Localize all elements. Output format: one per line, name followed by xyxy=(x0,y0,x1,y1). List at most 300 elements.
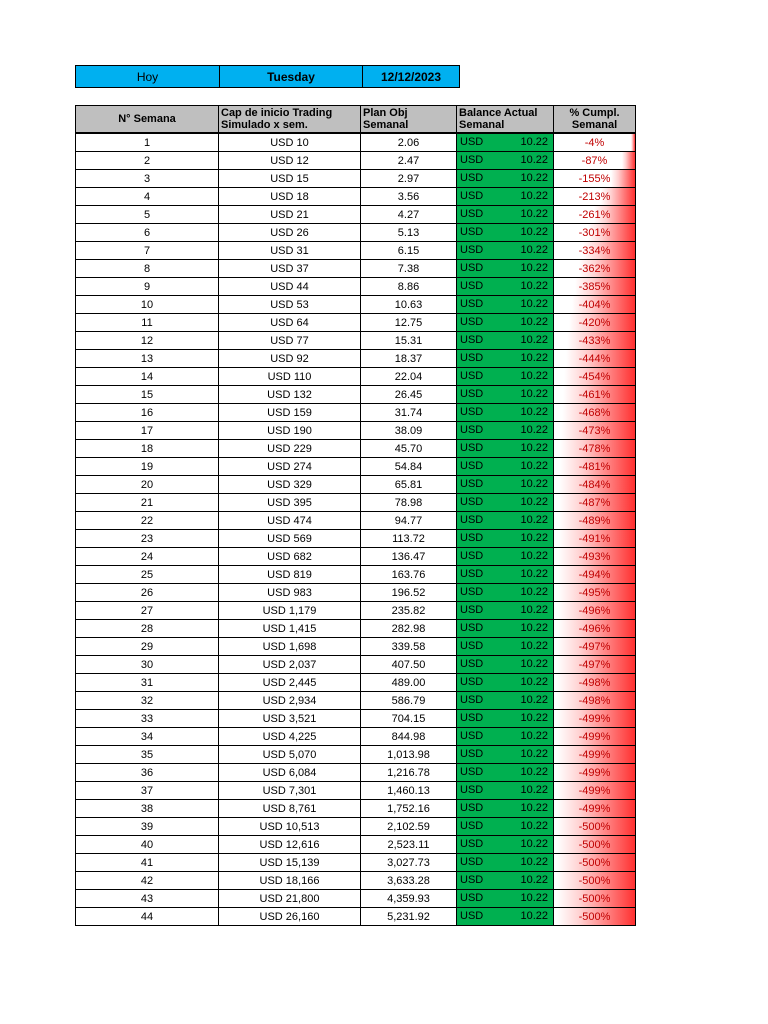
balance-amount: 10.22 xyxy=(520,370,548,382)
compliance-cell xyxy=(554,764,636,782)
compliance-percent: -497% xyxy=(578,640,611,653)
week-number: 2 xyxy=(76,152,219,170)
balance-currency: USD xyxy=(460,172,484,184)
balance-currency: USD xyxy=(460,748,484,760)
week-number: 15 xyxy=(76,386,219,404)
week-number: 11 xyxy=(76,314,219,332)
plan-objective: 4.27 xyxy=(361,206,457,224)
balance-cell xyxy=(457,332,554,350)
balance-cell xyxy=(457,440,554,458)
compliance-cell xyxy=(554,476,636,494)
week-number: 25 xyxy=(76,566,219,584)
balance-currency: USD xyxy=(460,640,484,652)
start-capital: USD 8,761 xyxy=(219,800,361,818)
week-number: 28 xyxy=(76,620,219,638)
balance-currency: USD xyxy=(460,280,484,292)
table-row xyxy=(76,440,636,458)
balance-currency: USD xyxy=(460,892,484,904)
col-header-semana: N° Semana xyxy=(76,106,219,134)
compliance-cell xyxy=(554,422,636,440)
compliance-bar xyxy=(631,134,635,151)
balance-amount: 10.22 xyxy=(520,388,548,400)
plan-objective: 2,102.59 xyxy=(361,818,457,836)
week-number: 42 xyxy=(76,872,219,890)
table-row xyxy=(76,710,636,728)
compliance-cell xyxy=(554,818,636,836)
table-row xyxy=(76,260,636,278)
compliance-percent: -433% xyxy=(578,334,611,347)
compliance-cell xyxy=(554,188,636,206)
week-number: 13 xyxy=(76,350,219,368)
table-row xyxy=(76,782,636,800)
balance-amount: 10.22 xyxy=(520,586,548,598)
start-capital: USD 21 xyxy=(219,206,361,224)
col-header-cumpl: % Cumpl. Semanal xyxy=(554,106,636,134)
compliance-cell xyxy=(554,872,636,890)
balance-currency: USD xyxy=(460,820,484,832)
table-row xyxy=(76,764,636,782)
balance-cell xyxy=(457,908,554,926)
week-number: 22 xyxy=(76,512,219,530)
balance-amount: 10.22 xyxy=(520,838,548,850)
hoy-label: Hoy xyxy=(76,66,220,88)
plan-objective: 10.63 xyxy=(361,296,457,314)
plan-objective: 7.38 xyxy=(361,260,457,278)
table-row xyxy=(76,242,636,260)
table-row xyxy=(76,278,636,296)
plan-objective: 282.98 xyxy=(361,620,457,638)
table-row xyxy=(76,656,636,674)
balance-amount: 10.22 xyxy=(520,568,548,580)
balance-cell xyxy=(457,404,554,422)
compliance-percent: -500% xyxy=(578,838,611,851)
start-capital: USD 53 xyxy=(219,296,361,314)
col-header-plan: Plan Obj Semanal xyxy=(361,106,457,134)
balance-cell xyxy=(457,638,554,656)
compliance-percent: -499% xyxy=(578,748,611,761)
table-row xyxy=(76,800,636,818)
balance-currency: USD xyxy=(460,586,484,598)
plan-objective: 54.84 xyxy=(361,458,457,476)
balance-amount: 10.22 xyxy=(520,442,548,454)
start-capital: USD 110 xyxy=(219,368,361,386)
week-number: 14 xyxy=(76,368,219,386)
balance-amount: 10.22 xyxy=(520,658,548,670)
table-row xyxy=(76,332,636,350)
start-capital: USD 329 xyxy=(219,476,361,494)
table-row xyxy=(76,620,636,638)
compliance-percent: -454% xyxy=(578,370,611,383)
balance-currency: USD xyxy=(460,478,484,490)
balance-currency: USD xyxy=(460,352,484,364)
balance-amount: 10.22 xyxy=(520,802,548,814)
compliance-percent: -493% xyxy=(578,550,611,563)
balance-currency: USD xyxy=(460,568,484,580)
week-number: 7 xyxy=(76,242,219,260)
table-row xyxy=(76,476,636,494)
week-number: 33 xyxy=(76,710,219,728)
balance-amount: 10.22 xyxy=(520,676,548,688)
week-number: 18 xyxy=(76,440,219,458)
table-row xyxy=(76,638,636,656)
balance-amount: 10.22 xyxy=(520,550,548,562)
week-number: 41 xyxy=(76,854,219,872)
balance-amount: 10.22 xyxy=(520,298,548,310)
plan-objective: 844.98 xyxy=(361,728,457,746)
compliance-percent: -494% xyxy=(578,568,611,581)
week-number: 20 xyxy=(76,476,219,494)
compliance-bar xyxy=(611,170,635,187)
balance-cell xyxy=(457,782,554,800)
start-capital: USD 3,521 xyxy=(219,710,361,728)
plan-objective: 235.82 xyxy=(361,602,457,620)
balance-currency: USD xyxy=(460,136,484,148)
plan-objective: 1,752.16 xyxy=(361,800,457,818)
balance-cell xyxy=(457,242,554,260)
plan-objective: 2,523.11 xyxy=(361,836,457,854)
compliance-cell xyxy=(554,260,636,278)
balance-currency: USD xyxy=(460,694,484,706)
week-number: 26 xyxy=(76,584,219,602)
compliance-cell xyxy=(554,494,636,512)
compliance-percent: -301% xyxy=(578,226,611,239)
compliance-cell xyxy=(554,368,636,386)
balance-amount: 10.22 xyxy=(520,910,548,922)
week-number: 17 xyxy=(76,422,219,440)
balance-amount: 10.22 xyxy=(520,496,548,508)
week-number: 5 xyxy=(76,206,219,224)
balance-amount: 10.22 xyxy=(520,280,548,292)
balance-currency: USD xyxy=(460,388,484,400)
date-header-bar xyxy=(75,65,460,88)
table-row xyxy=(76,746,636,764)
balance-cell xyxy=(457,296,554,314)
week-number: 19 xyxy=(76,458,219,476)
balance-amount: 10.22 xyxy=(520,334,548,346)
plan-objective: 704.15 xyxy=(361,710,457,728)
plan-objective: 26.45 xyxy=(361,386,457,404)
balance-amount: 10.22 xyxy=(520,226,548,238)
plan-objective: 1,216.78 xyxy=(361,764,457,782)
balance-cell xyxy=(457,368,554,386)
balance-currency: USD xyxy=(460,712,484,724)
compliance-percent: -491% xyxy=(578,532,611,545)
compliance-cell xyxy=(554,854,636,872)
start-capital: USD 1,415 xyxy=(219,620,361,638)
balance-currency: USD xyxy=(460,442,484,454)
plan-objective: 5,231.92 xyxy=(361,908,457,926)
balance-currency: USD xyxy=(460,424,484,436)
balance-cell xyxy=(457,800,554,818)
balance-currency: USD xyxy=(460,514,484,526)
balance-cell xyxy=(457,224,554,242)
plan-objective: 38.09 xyxy=(361,422,457,440)
balance-currency: USD xyxy=(460,676,484,688)
start-capital: USD 4,225 xyxy=(219,728,361,746)
compliance-percent: -468% xyxy=(578,406,611,419)
balance-amount: 10.22 xyxy=(520,460,548,472)
compliance-cell xyxy=(554,746,636,764)
compliance-percent: -385% xyxy=(578,280,611,293)
plan-objective: 3,027.73 xyxy=(361,854,457,872)
compliance-percent: -420% xyxy=(578,316,611,329)
compliance-percent: -87% xyxy=(581,154,608,167)
week-number: 10 xyxy=(76,296,219,314)
table-row xyxy=(76,548,636,566)
table-row xyxy=(76,350,636,368)
start-capital: USD 64 xyxy=(219,314,361,332)
balance-cell xyxy=(457,710,554,728)
balance-amount: 10.22 xyxy=(520,874,548,886)
plan-objective: 407.50 xyxy=(361,656,457,674)
compliance-percent: -4% xyxy=(584,136,605,149)
balance-currency: USD xyxy=(460,532,484,544)
balance-amount: 10.22 xyxy=(520,856,548,868)
compliance-cell xyxy=(554,728,636,746)
compliance-percent: -261% xyxy=(578,208,611,221)
table-row xyxy=(76,133,636,152)
table-row xyxy=(76,188,636,206)
compliance-cell xyxy=(554,800,636,818)
table-row xyxy=(76,890,636,908)
col-header-balance: Balance Actual Semanal xyxy=(457,106,554,134)
compliance-percent: -498% xyxy=(578,694,611,707)
start-capital: USD 1,179 xyxy=(219,602,361,620)
start-capital: USD 7,301 xyxy=(219,782,361,800)
plan-objective: 6.15 xyxy=(361,242,457,260)
column-header-row xyxy=(76,106,636,134)
compliance-cell xyxy=(554,674,636,692)
week-number: 43 xyxy=(76,890,219,908)
start-capital: USD 15 xyxy=(219,170,361,188)
plan-objective: 586.79 xyxy=(361,692,457,710)
compliance-cell xyxy=(554,206,636,224)
start-capital: USD 819 xyxy=(219,566,361,584)
compliance-percent: -404% xyxy=(578,298,611,311)
balance-currency: USD xyxy=(460,226,484,238)
table-row xyxy=(76,458,636,476)
compliance-percent: -499% xyxy=(578,712,611,725)
balance-cell xyxy=(457,674,554,692)
table-row xyxy=(76,422,636,440)
start-capital: USD 18,166 xyxy=(219,872,361,890)
start-capital: USD 26,160 xyxy=(219,908,361,926)
balance-currency: USD xyxy=(460,190,484,202)
balance-cell xyxy=(457,512,554,530)
table-row xyxy=(76,908,636,926)
balance-cell xyxy=(457,548,554,566)
compliance-cell xyxy=(554,566,636,584)
start-capital: USD 12,616 xyxy=(219,836,361,854)
weekly-plan-table xyxy=(75,105,636,926)
balance-cell xyxy=(457,836,554,854)
start-capital: USD 12 xyxy=(219,152,361,170)
compliance-cell xyxy=(554,584,636,602)
table-row xyxy=(76,584,636,602)
balance-cell xyxy=(457,890,554,908)
compliance-percent: -500% xyxy=(578,892,611,905)
compliance-cell xyxy=(554,386,636,404)
start-capital: USD 92 xyxy=(219,350,361,368)
compliance-cell xyxy=(554,152,636,170)
balance-amount: 10.22 xyxy=(520,316,548,328)
col-header-capital: Cap de inicio Trading Simulado x sem. xyxy=(219,106,361,134)
balance-amount: 10.22 xyxy=(520,424,548,436)
plan-objective: 12.75 xyxy=(361,314,457,332)
week-number: 6 xyxy=(76,224,219,242)
balance-currency: USD xyxy=(460,460,484,472)
start-capital: USD 15,139 xyxy=(219,854,361,872)
balance-cell xyxy=(457,206,554,224)
balance-currency: USD xyxy=(460,406,484,418)
compliance-cell xyxy=(554,782,636,800)
table-row xyxy=(76,512,636,530)
compliance-cell xyxy=(554,350,636,368)
table-row xyxy=(76,566,636,584)
balance-amount: 10.22 xyxy=(520,604,548,616)
balance-amount: 10.22 xyxy=(520,136,548,148)
balance-cell xyxy=(457,260,554,278)
balance-amount: 10.22 xyxy=(520,640,548,652)
start-capital: USD 77 xyxy=(219,332,361,350)
balance-cell xyxy=(457,314,554,332)
table-row xyxy=(76,314,636,332)
plan-objective: 196.52 xyxy=(361,584,457,602)
week-number: 44 xyxy=(76,908,219,926)
compliance-cell xyxy=(554,133,636,152)
balance-currency: USD xyxy=(460,766,484,778)
balance-amount: 10.22 xyxy=(520,748,548,760)
compliance-percent: -499% xyxy=(578,730,611,743)
plan-objective: 3,633.28 xyxy=(361,872,457,890)
compliance-percent: -500% xyxy=(578,874,611,887)
plan-objective: 2.47 xyxy=(361,152,457,170)
week-number: 36 xyxy=(76,764,219,782)
compliance-cell xyxy=(554,908,636,926)
compliance-percent: -155% xyxy=(578,172,611,185)
compliance-cell xyxy=(554,170,636,188)
week-number: 30 xyxy=(76,656,219,674)
balance-amount: 10.22 xyxy=(520,478,548,490)
start-capital: USD 159 xyxy=(219,404,361,422)
balance-amount: 10.22 xyxy=(520,208,548,220)
week-number: 27 xyxy=(76,602,219,620)
plan-objective: 31.74 xyxy=(361,404,457,422)
week-number: 34 xyxy=(76,728,219,746)
balance-amount: 10.22 xyxy=(520,190,548,202)
balance-currency: USD xyxy=(460,334,484,346)
week-number: 12 xyxy=(76,332,219,350)
balance-currency: USD xyxy=(460,856,484,868)
start-capital: USD 31 xyxy=(219,242,361,260)
table-row xyxy=(76,224,636,242)
balance-cell xyxy=(457,854,554,872)
plan-objective: 78.98 xyxy=(361,494,457,512)
compliance-cell xyxy=(554,512,636,530)
balance-cell xyxy=(457,458,554,476)
table-row xyxy=(76,206,636,224)
start-capital: USD 6,084 xyxy=(219,764,361,782)
plan-objective: 4,359.93 xyxy=(361,890,457,908)
balance-cell xyxy=(457,692,554,710)
table-row xyxy=(76,692,636,710)
balance-amount: 10.22 xyxy=(520,262,548,274)
table-row xyxy=(76,170,636,188)
table-row xyxy=(76,818,636,836)
balance-cell xyxy=(457,133,554,152)
balance-amount: 10.22 xyxy=(520,820,548,832)
compliance-percent: -495% xyxy=(578,586,611,599)
compliance-cell xyxy=(554,332,636,350)
compliance-percent: -489% xyxy=(578,514,611,527)
balance-currency: USD xyxy=(460,262,484,274)
balance-amount: 10.22 xyxy=(520,514,548,526)
balance-amount: 10.22 xyxy=(520,730,548,742)
start-capital: USD 5,070 xyxy=(219,746,361,764)
plan-objective: 339.58 xyxy=(361,638,457,656)
balance-amount: 10.22 xyxy=(520,712,548,724)
compliance-percent: -478% xyxy=(578,442,611,455)
compliance-cell xyxy=(554,710,636,728)
balance-currency: USD xyxy=(460,244,484,256)
table-row xyxy=(76,836,636,854)
balance-cell xyxy=(457,530,554,548)
table-row xyxy=(76,872,636,890)
balance-cell xyxy=(457,818,554,836)
table-row xyxy=(76,404,636,422)
table-row xyxy=(76,728,636,746)
compliance-cell xyxy=(554,242,636,260)
start-capital: USD 190 xyxy=(219,422,361,440)
compliance-percent: -497% xyxy=(578,658,611,671)
balance-amount: 10.22 xyxy=(520,766,548,778)
table-row xyxy=(76,296,636,314)
week-number: 16 xyxy=(76,404,219,422)
compliance-cell xyxy=(554,890,636,908)
week-number: 3 xyxy=(76,170,219,188)
start-capital: USD 274 xyxy=(219,458,361,476)
balance-currency: USD xyxy=(460,784,484,796)
plan-objective: 113.72 xyxy=(361,530,457,548)
start-capital: USD 569 xyxy=(219,530,361,548)
balance-currency: USD xyxy=(460,838,484,850)
start-capital: USD 983 xyxy=(219,584,361,602)
balance-cell xyxy=(457,872,554,890)
compliance-cell xyxy=(554,620,636,638)
week-number: 38 xyxy=(76,800,219,818)
plan-objective: 65.81 xyxy=(361,476,457,494)
start-capital: USD 395 xyxy=(219,494,361,512)
balance-currency: USD xyxy=(460,370,484,382)
week-number: 37 xyxy=(76,782,219,800)
compliance-percent: -496% xyxy=(578,622,611,635)
balance-amount: 10.22 xyxy=(520,532,548,544)
plan-objective: 22.04 xyxy=(361,368,457,386)
current-date: 12/12/2023 xyxy=(363,66,460,88)
balance-cell xyxy=(457,584,554,602)
compliance-cell xyxy=(554,548,636,566)
start-capital: USD 10,513 xyxy=(219,818,361,836)
compliance-cell xyxy=(554,224,636,242)
balance-cell xyxy=(457,620,554,638)
week-number: 32 xyxy=(76,692,219,710)
weekday: Tuesday xyxy=(220,66,363,88)
compliance-cell xyxy=(554,278,636,296)
start-capital: USD 1,698 xyxy=(219,638,361,656)
start-capital: USD 474 xyxy=(219,512,361,530)
table-row xyxy=(76,602,636,620)
compliance-cell xyxy=(554,602,636,620)
